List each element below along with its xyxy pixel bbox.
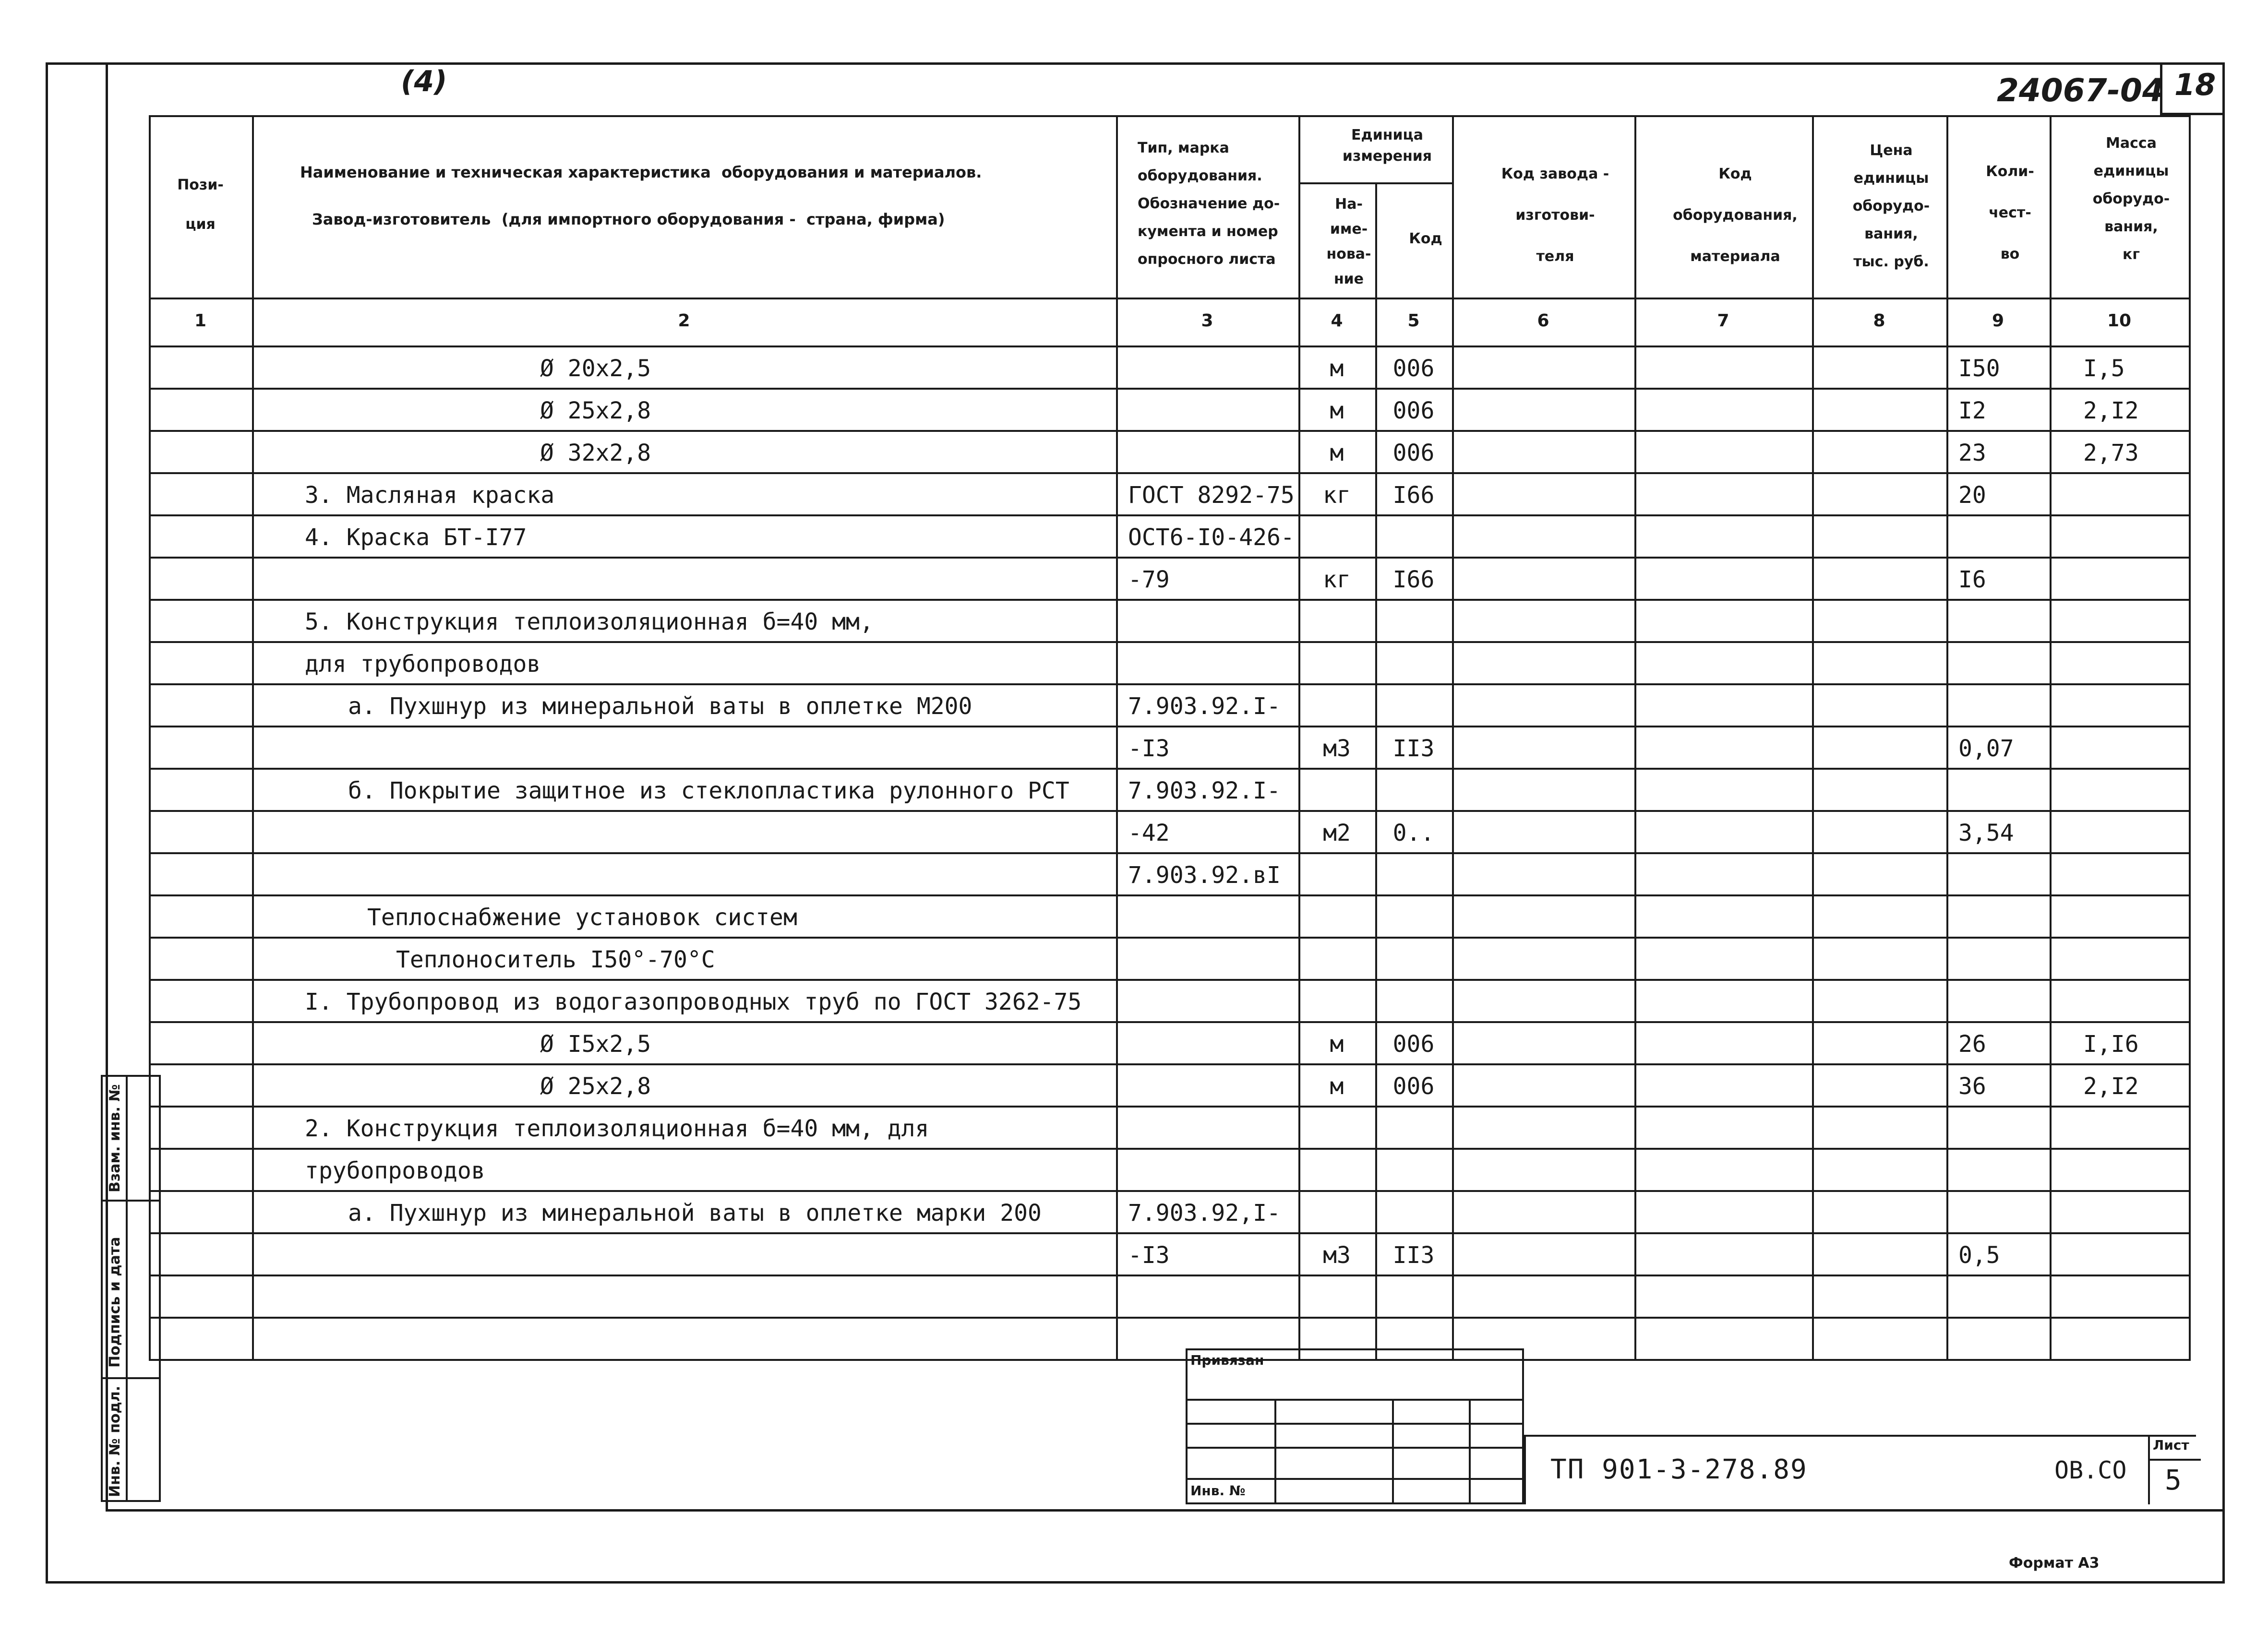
row-name: 5. Конструкция теплоизоляционная б=40 мм, (305, 608, 874, 635)
row-unit-code (1375, 770, 1452, 812)
row-quantity: I2 (1958, 397, 1986, 424)
header-position: Пози- ция (177, 177, 224, 233)
row-quantity: I50 (1958, 355, 2000, 382)
table-row (150, 431, 2190, 473)
privyazan-box (1186, 1348, 1524, 1504)
header-unit-price: Цена единицы оборудо- вания, тыс. руб. (1852, 142, 1930, 270)
section-code: ОВ.СО (2054, 1456, 2127, 1484)
header-unit-mass: Масса единицы оборудо- вания, кг (2092, 135, 2170, 263)
row-unit-code: II3 (1392, 1242, 1435, 1269)
row-name: Ø 20x2,5 (540, 355, 651, 382)
row-unit-code: II3 (1392, 735, 1435, 762)
table-row (150, 1318, 2190, 1360)
table-row (150, 1022, 2190, 1064)
row-unit-name (1298, 981, 1375, 1023)
side-label-inv-podl: Инв. № подл. (107, 1385, 123, 1497)
table-row (150, 389, 2190, 431)
row-name: для трубопроводов (305, 651, 541, 678)
row-unit-name (1298, 1108, 1375, 1150)
row-name: 2. Конструкция теплоизоляционная б=40 мм, для (305, 1115, 929, 1142)
header-name-line1: Наименование и техническая характеристика оборудования и материалов. (300, 163, 982, 181)
row-unit-name (1298, 601, 1375, 643)
side-label-podpis: Подпись и дата (107, 1237, 123, 1368)
row-type-designation: ГОСТ 8292-75 (1128, 482, 1295, 509)
row-unit-code (1375, 601, 1452, 643)
row-type-designation: 7.903.92.I- (1128, 777, 1281, 804)
row-unit-name (1298, 939, 1375, 981)
row-unit-code: 0.. (1392, 820, 1435, 846)
row-unit-name: м (1330, 440, 1344, 466)
row-name: Ø 25x2,8 (540, 1073, 651, 1100)
header-unit-name: На- име- нова- ние (1326, 196, 1371, 287)
header-type: Тип, марка оборудования. Обозначение до- кумента и номер опросного листа (1138, 140, 1280, 268)
row-unit-code (1375, 939, 1452, 981)
header-material-code: Код оборудования, материала (1673, 166, 1798, 265)
row-unit-name: м (1330, 1031, 1344, 1058)
row-unit-code: I66 (1392, 482, 1435, 509)
row-unit-code: 006 (1392, 397, 1435, 424)
row-quantity: 23 (1958, 440, 1986, 466)
row-unit-code (1375, 1192, 1452, 1234)
side-label-vzam: Взам. инв. № (107, 1084, 123, 1192)
row-unit-code: 006 (1392, 1073, 1435, 1100)
row-type-designation: 7.903.92,I- (1128, 1200, 1281, 1227)
row-quantity: 26 (1958, 1031, 1986, 1058)
sheet-number: 5 (2165, 1464, 2182, 1496)
format-label: Формат А3 (2009, 1555, 2100, 1572)
row-type-designation: -I3 (1128, 735, 1170, 762)
row-name: Ø 25x2,8 (540, 397, 651, 424)
row-type-designation: -79 (1128, 566, 1170, 593)
row-unit-name: м3 (1323, 735, 1351, 762)
row-unit-code (1375, 1150, 1452, 1192)
column-number: 4 (1331, 311, 1343, 331)
column-number: 9 (1992, 311, 2004, 331)
row-unit-code: 006 (1392, 1031, 1435, 1058)
row-type-designation: -42 (1128, 820, 1170, 846)
row-unit-code (1375, 1108, 1452, 1150)
table-row (150, 1233, 2190, 1275)
row-unit-code (1375, 516, 1452, 559)
row-unit-code (1375, 981, 1452, 1023)
row-unit-name (1298, 643, 1375, 685)
row-name: 4. Краска БТ-I77 (305, 524, 527, 551)
header-unit-code: Код (1409, 230, 1442, 247)
column-number: 3 (1201, 311, 1213, 331)
inv-no-label: Инв. № (1190, 1483, 1246, 1499)
column-number: 10 (2107, 311, 2132, 331)
row-name: а. Пухшнур из минеральной ваты в оплетке марки 200 (348, 1200, 1042, 1227)
row-name: 3. Масляная краска (305, 482, 555, 509)
row-unit-name (1298, 770, 1375, 812)
row-unit-code (1375, 896, 1452, 939)
document-number: 24067-04 (1997, 72, 2164, 109)
row-unit-name: м3 (1323, 1242, 1351, 1269)
row-unit-name: кг (1323, 482, 1351, 509)
sheet-label: Лист (2153, 1437, 2189, 1453)
row-unit-name: м2 (1323, 820, 1351, 846)
row-unit-name: м (1330, 1073, 1344, 1100)
header-unit-group: Единица измерения (1342, 127, 1432, 165)
row-unit-code (1375, 1276, 1452, 1319)
corner-mark: (4) (401, 65, 447, 98)
row-name: а. Пухшнур из минеральной ваты в оплетке М200 (348, 693, 972, 720)
column-number: 2 (678, 311, 690, 331)
header-name-line2: Завод-изготовитель (для импортного оборудования - страна, фирма) (312, 210, 945, 228)
privyazan-label: Привязан (1190, 1352, 1264, 1368)
row-unit-mass: 2,73 (2083, 440, 2139, 466)
row-unit-name (1298, 1276, 1375, 1319)
row-unit-mass: 2,I2 (2083, 397, 2139, 424)
table-row (150, 346, 2190, 389)
row-unit-name (1298, 1192, 1375, 1234)
column-number: 5 (1407, 311, 1420, 331)
row-unit-name: м (1330, 355, 1344, 382)
table-row (150, 727, 2190, 769)
table-row (150, 811, 2190, 853)
column-number: 8 (1873, 311, 1885, 331)
row-quantity: 0,5 (1958, 1242, 2000, 1269)
row-unit-name (1298, 516, 1375, 559)
row-unit-code (1375, 685, 1452, 727)
row-unit-mass: 2,I2 (2083, 1073, 2139, 1100)
row-unit-code: 006 (1392, 440, 1435, 466)
row-unit-code (1375, 854, 1452, 896)
row-unit-name: м (1330, 397, 1344, 424)
table-row (150, 1064, 2190, 1107)
row-name: трубопроводов (305, 1157, 485, 1184)
table-row (150, 1275, 2190, 1318)
row-quantity: 3,54 (1958, 820, 2014, 846)
row-type-designation: -I3 (1128, 1242, 1170, 1269)
row-name: Ø I5x2,5 (540, 1031, 651, 1058)
row-quantity: I6 (1958, 566, 1986, 593)
row-unit-mass: I,I6 (2083, 1031, 2139, 1058)
row-type-designation: 7.903.92.I- (1128, 693, 1281, 720)
row-unit-name (1298, 896, 1375, 939)
table-row (150, 558, 2190, 600)
row-unit-name (1298, 854, 1375, 896)
row-unit-name (1298, 1150, 1375, 1192)
header-col2-cell (253, 116, 1117, 298)
page-number: 18 (2174, 67, 2216, 102)
row-unit-code: I66 (1392, 566, 1435, 593)
row-unit-name: кг (1323, 566, 1351, 593)
row-type-designation: 7.903.92.вI (1128, 862, 1281, 889)
row-type-designation: ОСТ6-I0-426- (1128, 524, 1295, 551)
header-manufacturer-code: Код завода - изготови- теля (1501, 166, 1609, 265)
row-quantity: 20 (1958, 482, 1986, 509)
column-number: 7 (1717, 311, 1729, 331)
row-name: I. Трубопровод из водогазопроводных труб по ГОСТ 3262-75 (305, 989, 1082, 1015)
row-name: б. Покрытие защитное из стеклопластика рулонного РСТ (348, 777, 1069, 804)
row-unit-code: 006 (1392, 355, 1435, 382)
row-unit-name (1298, 685, 1375, 727)
column-number: 6 (1537, 311, 1549, 331)
title-block-line (1524, 1435, 2196, 1437)
row-quantity: 36 (1958, 1073, 1986, 1100)
row-name: Ø 32x2,8 (540, 440, 651, 466)
row-unit-code (1375, 643, 1452, 685)
row-name: Теплоснабжение установок систем (367, 904, 797, 931)
header-quantity: Коли- чест- во (1986, 163, 2034, 262)
row-quantity: 0,07 (1958, 735, 2014, 762)
row-unit-mass: I,5 (2083, 355, 2125, 382)
document-code: ТП 901-3-278.89 (1550, 1454, 1808, 1485)
row-name: Теплоноситель I50°-70°С (396, 946, 715, 973)
column-number: 1 (194, 311, 207, 331)
